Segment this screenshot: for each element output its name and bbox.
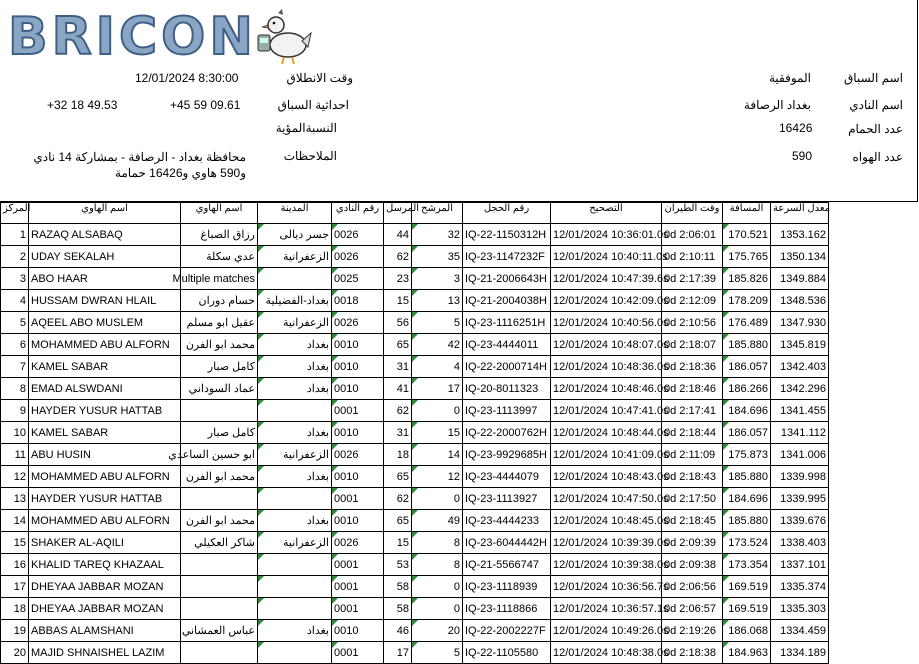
speed-cell: 1339.998 (771, 466, 829, 488)
table-row (1, 356, 829, 378)
ring-cell: IQ-23-1113997 (463, 400, 551, 422)
club-no-cell: 0010 (332, 620, 384, 642)
col-flight-time: وقت الطيران (662, 203, 723, 224)
correction-cell: 12/01/2024 10:39:38.0s (551, 554, 662, 576)
col-club-no: رقم النادي (332, 203, 384, 224)
distance-cell: 169.519 (723, 576, 771, 598)
sent-cell: 58 (384, 598, 412, 620)
rank-cell: 11 (1, 444, 29, 466)
distance-cell: 178.209 (723, 290, 771, 312)
coords-label: احداثية السباق (277, 98, 349, 112)
nominated-cell: 49 (412, 510, 463, 532)
correction-cell: 12/01/2024 10:36:01.0s (551, 224, 662, 246)
fancier-ar-cell: محمد ابو الفرن (181, 466, 258, 488)
nominated-cell: 12 (412, 466, 463, 488)
distance-cell: 184.696 (723, 400, 771, 422)
correction-cell: 12/01/2024 10:48:38.0s (551, 642, 662, 664)
fancier-en-cell: MAJID SHNAISHEL LAZIM (29, 642, 181, 664)
sent-cell: 18 (384, 444, 412, 466)
fancier-ar-cell: محمد ابو الفرن (181, 334, 258, 356)
club-no-cell: 0010 (332, 510, 384, 532)
start-time-value: 12/01/2024 8:30:00 (135, 71, 239, 85)
nominated-cell: 3 (412, 268, 463, 290)
correction-cell: 12/01/2024 10:48:43.0s (551, 466, 662, 488)
col-distance: المسافة (723, 203, 771, 224)
rank-cell: 19 (1, 620, 29, 642)
flight-time-cell: 0d 2:18:38 (662, 642, 723, 664)
ring-cell: IQ-23-9929685H (463, 444, 551, 466)
rank-cell: 10 (1, 422, 29, 444)
flight-time-cell: 0d 2:10:11 (662, 246, 723, 268)
report-header (0, 0, 918, 202)
city-cell: بغداد-الفضيلية (258, 290, 332, 312)
club-no-cell: 0025 (332, 268, 384, 290)
speed-cell: 1341.112 (771, 422, 829, 444)
fancier-en-cell: RAZAQ ALSABAQ (29, 224, 181, 246)
rank-cell: 15 (1, 532, 29, 554)
fancier-en-cell: HAYDER YUSUR HATTAB (29, 400, 181, 422)
speed-cell: 1349.884 (771, 268, 829, 290)
col-nominated: المرشح (412, 203, 463, 224)
col-sent: المرسل (384, 203, 412, 224)
flight-time-cell: 0d 2:17:39 (662, 268, 723, 290)
fancier-ar-cell: شاكر العكيلي (181, 532, 258, 554)
nominated-cell: 5 (412, 642, 463, 664)
flight-time-cell: 0d 2:06:57 (662, 598, 723, 620)
city-cell: الزعفرانية (258, 312, 332, 334)
nominated-cell: 20 (412, 620, 463, 642)
nominated-cell: 15 (412, 422, 463, 444)
city-cell: الزعفرانية (258, 246, 332, 268)
nominated-cell: 0 (412, 576, 463, 598)
fancier-en-cell: ABBAS ALAMSHANI (29, 620, 181, 642)
table-row (1, 576, 829, 598)
correction-cell: 12/01/2024 10:40:11.0s (551, 246, 662, 268)
correction-cell: 12/01/2024 10:40:56.0s (551, 312, 662, 334)
distance-cell: 184.963 (723, 642, 771, 664)
rank-cell: 5 (1, 312, 29, 334)
speed-cell: 1339.995 (771, 488, 829, 510)
ring-cell: IQ-23-1116251H (463, 312, 551, 334)
ring-cell: IQ-22-2000762H (463, 422, 551, 444)
city-cell (258, 642, 332, 664)
distance-cell: 186.266 (723, 378, 771, 400)
fancier-ar-cell: عدي سكلة (181, 246, 258, 268)
race-name-value: الموفقية (769, 71, 811, 85)
ring-cell: IQ-23-6044442H (463, 532, 551, 554)
ring-cell: IQ-22-1150312H (463, 224, 551, 246)
fancier-en-cell: DHEYAA JABBAR MOZAN (29, 576, 181, 598)
flight-time-cell: 0d 2:18:36 (662, 356, 723, 378)
fancier-en-cell: SHAKER AL-AQILI (29, 532, 181, 554)
flight-time-cell: 0d 2:17:50 (662, 488, 723, 510)
ring-cell: IQ-21-5566747 (463, 554, 551, 576)
nominated-cell: 42 (412, 334, 463, 356)
speed-cell: 1339.676 (771, 510, 829, 532)
ring-cell: IQ-22-1105580 (463, 642, 551, 664)
col-fancier-ar: اسم الهاوي (181, 203, 258, 224)
col-ring: رقم الحجل (463, 203, 551, 224)
table-row (1, 466, 829, 488)
col-rank: المركز (1, 203, 29, 224)
speed-cell: 1353.162 (771, 224, 829, 246)
sent-cell: 62 (384, 246, 412, 268)
fancier-en-cell: MOHAMMED ABU ALFORN (29, 466, 181, 488)
speed-cell: 1345.819 (771, 334, 829, 356)
ring-cell: IQ-23-1118939 (463, 576, 551, 598)
col-speed: معدل السرعة (771, 203, 829, 224)
ring-cell: IQ-23-1118866 (463, 598, 551, 620)
city-cell: جسر ديالى (258, 224, 332, 246)
club-no-cell: 0018 (332, 290, 384, 312)
city-cell: بغداد (258, 422, 332, 444)
distance-cell: 176.489 (723, 312, 771, 334)
table-row (1, 444, 829, 466)
club-no-cell: 0010 (332, 334, 384, 356)
sent-cell: 53 (384, 554, 412, 576)
correction-cell: 12/01/2024 10:41:09.0s (551, 444, 662, 466)
speed-cell: 1334.459 (771, 620, 829, 642)
club-no-cell: 0010 (332, 378, 384, 400)
rank-cell: 20 (1, 642, 29, 664)
distance-cell: 185.880 (723, 334, 771, 356)
sent-cell: 56 (384, 312, 412, 334)
ring-cell: IQ-23-4444011 (463, 334, 551, 356)
table-row (1, 268, 829, 290)
nominated-cell: 0 (412, 488, 463, 510)
table-row (1, 510, 829, 532)
sent-cell: 15 (384, 290, 412, 312)
flight-time-cell: 0d 2:18:46 (662, 378, 723, 400)
club-no-cell: 0001 (332, 576, 384, 598)
city-cell: بغداد (258, 510, 332, 532)
table-row (1, 620, 829, 642)
notes-value: محافظة بغداد - الرصافة - بمشاركة 14 نادي و590 هاوي و16426 حمامة (33, 150, 246, 180)
flight-time-cell: 0d 2:06:56 (662, 576, 723, 598)
ring-cell: IQ-23-4444233 (463, 510, 551, 532)
city-cell: بغداد (258, 466, 332, 488)
fancier-ar-cell: عماد السوداني (181, 378, 258, 400)
ring-cell: IQ-21-2006643H (463, 268, 551, 290)
rank-cell: 13 (1, 488, 29, 510)
fancier-en-cell: HAYDER YUSUR HATTAB (29, 488, 181, 510)
fancier-en-cell: ABO HAAR (29, 268, 181, 290)
club-no-cell: 0001 (332, 488, 384, 510)
city-cell (258, 488, 332, 510)
nominated-cell: 4 (412, 356, 463, 378)
flight-time-cell: 0d 2:09:39 (662, 532, 723, 554)
fancier-ar-cell (181, 576, 258, 598)
speed-cell: 1341.455 (771, 400, 829, 422)
distance-cell: 186.057 (723, 422, 771, 444)
nominated-cell: 35 (412, 246, 463, 268)
distance-cell: 185.826 (723, 268, 771, 290)
rank-cell: 18 (1, 598, 29, 620)
sent-cell: 65 (384, 510, 412, 532)
fanciers-label: عدد الهواه (852, 150, 903, 164)
rank-cell: 12 (1, 466, 29, 488)
nominated-cell: 13 (412, 290, 463, 312)
sent-cell: 62 (384, 400, 412, 422)
club-no-cell: 0010 (332, 422, 384, 444)
fancier-ar-cell: حسام دوران (181, 290, 258, 312)
sent-cell: 65 (384, 334, 412, 356)
city-cell: بغداد (258, 620, 332, 642)
nominated-cell: 0 (412, 400, 463, 422)
fancier-en-cell: DHEYAA JABBAR MOZAN (29, 598, 181, 620)
correction-cell: 12/01/2024 10:36:57.1s (551, 598, 662, 620)
sent-cell: 31 (384, 422, 412, 444)
fancier-en-cell: EMAD ALSWDANI (29, 378, 181, 400)
correction-cell: 12/01/2024 10:39:39.0s (551, 532, 662, 554)
ring-cell: IQ-23-1147232F (463, 246, 551, 268)
city-cell: بغداد (258, 334, 332, 356)
table-row (1, 400, 829, 422)
col-correction: التصحيح (551, 203, 662, 224)
table-row (1, 554, 829, 576)
sent-cell: 65 (384, 466, 412, 488)
sent-cell: 31 (384, 356, 412, 378)
correction-cell: 12/01/2024 10:47:39.6s (551, 268, 662, 290)
table-row (1, 532, 829, 554)
table-row (1, 422, 829, 444)
city-cell (258, 268, 332, 290)
ring-cell: IQ-23-4444079 (463, 466, 551, 488)
city-cell: بغداد (258, 378, 332, 400)
distance-cell: 186.057 (723, 356, 771, 378)
sent-cell: 15 (384, 532, 412, 554)
table-row (1, 246, 829, 268)
fancier-ar-cell: Multiple matches (181, 268, 258, 290)
speed-cell: 1335.374 (771, 576, 829, 598)
speed-cell: 1342.296 (771, 378, 829, 400)
speed-cell: 1337.101 (771, 554, 829, 576)
flight-time-cell: 0d 2:06:01 (662, 224, 723, 246)
speed-cell: 1342.403 (771, 356, 829, 378)
ring-cell: IQ-20-8011323 (463, 378, 551, 400)
club-no-cell: 0026 (332, 444, 384, 466)
sent-cell: 46 (384, 620, 412, 642)
correction-cell: 12/01/2024 10:48:36.0s (551, 356, 662, 378)
city-cell: الزعفرانية (258, 444, 332, 466)
fancier-ar-cell (181, 554, 258, 576)
sent-cell: 62 (384, 488, 412, 510)
start-time-label: وقت الانطلاق (286, 71, 353, 85)
table-row (1, 290, 829, 312)
fancier-en-cell: UDAY SEKALAH (29, 246, 181, 268)
club-no-cell: 0010 (332, 356, 384, 378)
correction-cell: 12/01/2024 10:47:50.0s (551, 488, 662, 510)
fancier-ar-cell: رزاق الصباغ (181, 224, 258, 246)
fancier-en-cell: MOHAMMED ABU ALFORN (29, 510, 181, 532)
speed-cell: 1338.403 (771, 532, 829, 554)
pigeon-clock-icon (256, 7, 312, 65)
table-row (1, 488, 829, 510)
rank-cell: 3 (1, 268, 29, 290)
flight-time-cell: 0d 2:19:26 (662, 620, 723, 642)
percent-label: النسبةالمؤية (275, 121, 337, 135)
flight-time-cell: 0d 2:18:07 (662, 334, 723, 356)
sent-cell: 44 (384, 224, 412, 246)
rank-cell: 4 (1, 290, 29, 312)
flight-time-cell: 0d 2:17:41 (662, 400, 723, 422)
flight-time-cell: 0d 2:09:38 (662, 554, 723, 576)
fancier-en-cell: AQEEL ABO MUSLEM (29, 312, 181, 334)
fancier-ar-cell: محمد ابو الفرن (181, 510, 258, 532)
bricon-logo (6, 5, 306, 65)
rank-cell: 7 (1, 356, 29, 378)
distance-cell: 185.880 (723, 466, 771, 488)
speed-cell: 1334.189 (771, 642, 829, 664)
speed-cell: 1350.134 (771, 246, 829, 268)
fancier-en-cell: KAMEL SABAR (29, 422, 181, 444)
ring-cell: IQ-23-1113927 (463, 488, 551, 510)
distance-cell: 170.521 (723, 224, 771, 246)
rank-cell: 8 (1, 378, 29, 400)
club-name-value: بغداد الرصافة (743, 98, 811, 112)
coord-lon: +32 18 49.53 (47, 98, 118, 112)
city-cell: الزعفرانية (258, 532, 332, 554)
correction-cell: 12/01/2024 10:48:44.0s (551, 422, 662, 444)
correction-cell: 12/01/2024 10:48:46.0s (551, 378, 662, 400)
club-no-cell: 0026 (332, 224, 384, 246)
race-name-label: اسم السباق (844, 71, 903, 85)
speed-cell: 1348.536 (771, 290, 829, 312)
distance-cell: 186.068 (723, 620, 771, 642)
rank-cell: 2 (1, 246, 29, 268)
correction-cell: 12/01/2024 10:49:26.0s (551, 620, 662, 642)
nominated-cell: 17 (412, 378, 463, 400)
fancier-ar-cell (181, 642, 258, 664)
nominated-cell: 32 (412, 224, 463, 246)
correction-cell: 12/01/2024 10:36:56.7s (551, 576, 662, 598)
fancier-ar-cell (181, 598, 258, 620)
correction-cell: 12/01/2024 10:42:09.0s (551, 290, 662, 312)
fancier-en-cell: MOHAMMED ABU ALFORN (29, 334, 181, 356)
fancier-ar-cell (181, 488, 258, 510)
ring-cell: IQ-21-2004038H (463, 290, 551, 312)
table-row (1, 378, 829, 400)
notes-label: الملاحظات (283, 149, 337, 163)
table-row (1, 598, 829, 620)
nominated-cell: 8 (412, 554, 463, 576)
table-row (1, 334, 829, 356)
club-no-cell: 0001 (332, 554, 384, 576)
ring-cell: IQ-22-2002227F (463, 620, 551, 642)
club-no-cell: 0001 (332, 642, 384, 664)
speed-cell: 1347.930 (771, 312, 829, 334)
fancier-ar-cell: عباس العمشاني (181, 620, 258, 642)
distance-cell: 175.765 (723, 246, 771, 268)
fancier-ar-cell: كامل صبار (181, 356, 258, 378)
col-fancier-en: اسم الهاوي (29, 203, 181, 224)
rank-cell: 9 (1, 400, 29, 422)
distance-cell: 173.354 (723, 554, 771, 576)
nominated-cell: 8 (412, 532, 463, 554)
pigeons-label: عدد الحمام (848, 122, 903, 136)
fancier-en-cell: HUSSAM DWRAN HLAIL (29, 290, 181, 312)
correction-cell: 12/01/2024 10:47:41.0s (551, 400, 662, 422)
col-city: المدينة (258, 203, 332, 224)
flight-time-cell: 0d 2:11:09 (662, 444, 723, 466)
club-no-cell: 0026 (332, 246, 384, 268)
nominated-cell: 14 (412, 444, 463, 466)
table-row (1, 224, 829, 246)
club-no-cell: 0001 (332, 598, 384, 620)
table-row (1, 312, 829, 334)
ring-cell: IQ-22-2000714H (463, 356, 551, 378)
distance-cell: 169.519 (723, 598, 771, 620)
distance-cell: 175.873 (723, 444, 771, 466)
correction-cell: 12/01/2024 10:48:07.0s (551, 334, 662, 356)
sent-cell: 58 (384, 576, 412, 598)
club-no-cell: 0026 (332, 312, 384, 334)
flight-time-cell: 0d 2:12:09 (662, 290, 723, 312)
city-cell: بغداد (258, 356, 332, 378)
correction-cell: 12/01/2024 10:48:45.0s (551, 510, 662, 532)
club-no-cell: 0001 (332, 400, 384, 422)
fancier-en-cell: ABU HUSIN (29, 444, 181, 466)
table-row (1, 642, 829, 664)
nominated-cell: 0 (412, 598, 463, 620)
club-name-label: اسم النادي (849, 98, 903, 112)
rank-cell: 17 (1, 576, 29, 598)
results-table (0, 202, 829, 664)
distance-cell: 173.524 (723, 532, 771, 554)
club-no-cell: 0010 (332, 466, 384, 488)
flight-time-cell: 0d 2:10:56 (662, 312, 723, 334)
rank-cell: 6 (1, 334, 29, 356)
city-cell (258, 576, 332, 598)
fancier-en-cell: KHALID TAREQ KHAZAAL (29, 554, 181, 576)
city-cell (258, 400, 332, 422)
speed-cell: 1335.303 (771, 598, 829, 620)
fancier-ar-cell (181, 400, 258, 422)
sent-cell: 17 (384, 642, 412, 664)
fancier-ar-cell: عقيل ابو مسلم (181, 312, 258, 334)
city-cell (258, 554, 332, 576)
rank-cell: 1 (1, 224, 29, 246)
nominated-cell: 5 (412, 312, 463, 334)
flight-time-cell: 0d 2:18:44 (662, 422, 723, 444)
distance-cell: 184.696 (723, 488, 771, 510)
sent-cell: 23 (384, 268, 412, 290)
table-header-row (1, 203, 829, 224)
club-no-cell: 0026 (332, 532, 384, 554)
fancier-en-cell: KAMEL SABAR (29, 356, 181, 378)
speed-cell: 1341.006 (771, 444, 829, 466)
fancier-ar-cell: ابو حسين الساعدي (181, 444, 258, 466)
distance-cell: 185.880 (723, 510, 771, 532)
flight-time-cell: 0d 2:18:45 (662, 510, 723, 532)
sent-cell: 41 (384, 378, 412, 400)
rank-cell: 14 (1, 510, 29, 532)
city-cell (258, 598, 332, 620)
fanciers-value: 590 (792, 149, 813, 163)
pigeons-value: 16426 (779, 121, 813, 135)
fancier-ar-cell: كامل صبار (181, 422, 258, 444)
rank-cell: 16 (1, 554, 29, 576)
flight-time-cell: 0d 2:18:43 (662, 466, 723, 488)
coord-lat: +45 59 09.61 (170, 98, 241, 112)
logo-text: BRICON (8, 7, 257, 67)
